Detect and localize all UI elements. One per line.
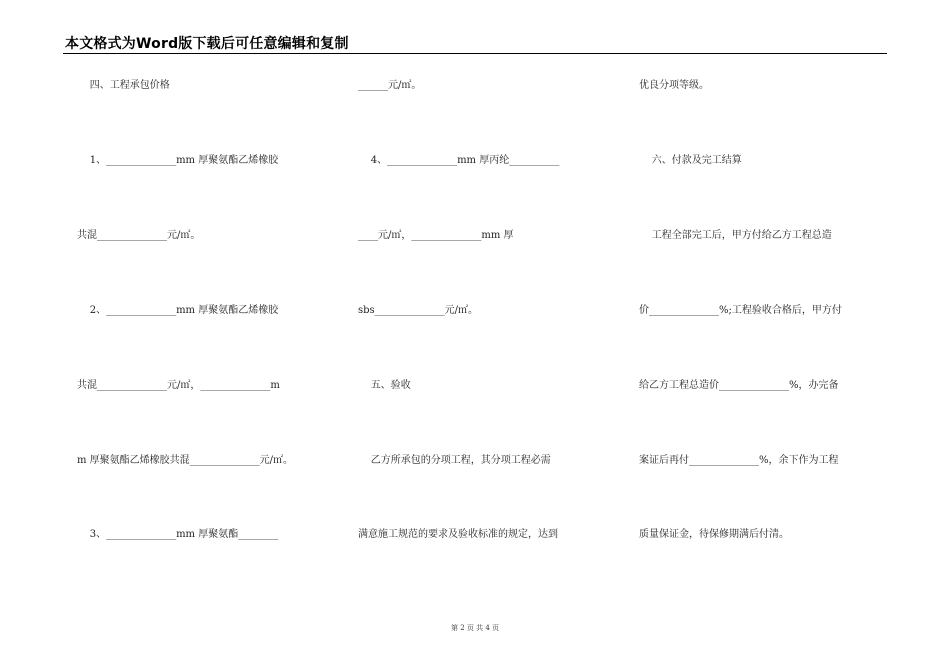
text-line: 质量保证金，待保修期满后付清。 xyxy=(639,529,789,540)
text-line: 价______________%;工程验收合格后，甲方付 xyxy=(639,305,842,316)
text-line: ______元/㎡。 xyxy=(358,80,422,91)
text-line: 六、付款及完工结算 xyxy=(639,155,742,166)
text-line: 满意施工规范的要求及验收标准的规定，达到 xyxy=(358,529,558,540)
text-line: 给乙方工程总造价______________%，办完备 xyxy=(639,380,839,391)
text-line: 工程全部完工后，甲方付给乙方工程总造 xyxy=(639,230,832,241)
text-line: m 厚聚氨酯乙烯橡胶共混______________元/㎡。 xyxy=(77,455,294,466)
text-line: ____元/㎡，______________mm 厚 xyxy=(358,230,514,241)
page-number: 第 2 页 共 4 页 xyxy=(450,624,500,632)
text-line: 4、______________mm 厚丙纶__________ xyxy=(358,155,560,166)
text-line: 四、工程承包价格 xyxy=(77,80,170,91)
text-line: 乙方所承包的分项工程，其分项工程必需 xyxy=(358,455,551,466)
text-line: sbs______________元/㎡。 xyxy=(358,305,479,316)
text-line: 案证后再付______________%，余下作为工程 xyxy=(639,455,839,466)
text-line: 共混______________元/㎡，______________m xyxy=(77,380,280,391)
text-line: 1、______________mm 厚聚氨酯乙烯橡胶 xyxy=(77,155,279,166)
text-line: 共混______________元/㎡。 xyxy=(77,230,201,241)
header-rule xyxy=(63,53,887,54)
text-line: 3、______________mm 厚聚氨酯________ xyxy=(77,529,279,540)
page-header-title: 本文格式为Word版下载后可任意编辑和复制 xyxy=(65,36,349,52)
text-line: 五、验收 xyxy=(358,380,411,391)
text-line: 2、______________mm 厚聚氨酯乙烯橡胶 xyxy=(77,305,279,316)
text-line: 优良分项等级。 xyxy=(639,80,709,91)
